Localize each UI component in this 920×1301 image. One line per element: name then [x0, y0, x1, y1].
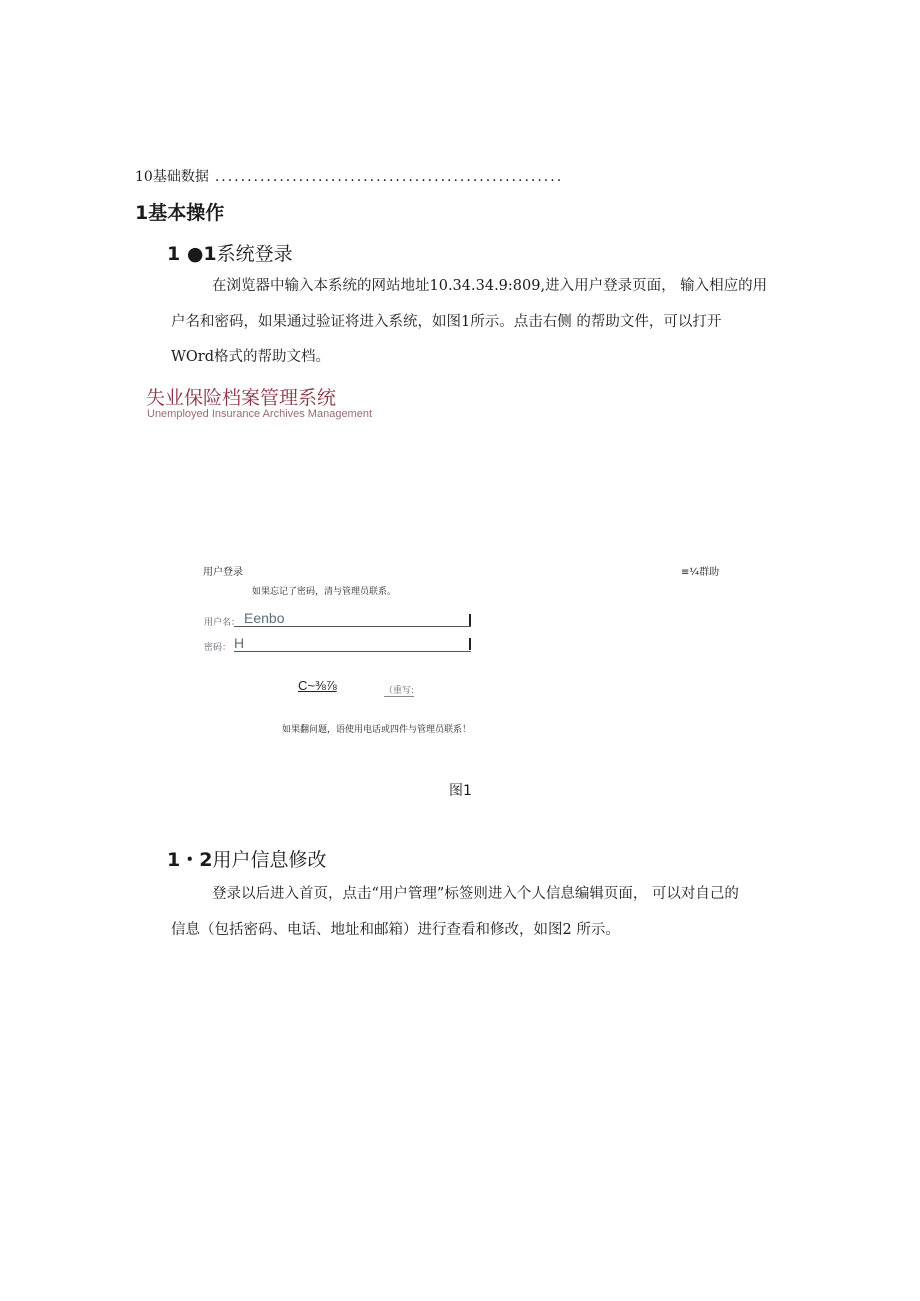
username-label: 用户名：	[204, 618, 241, 628]
system-subtitle: Unemployed Insurance Archives Management	[147, 408, 373, 420]
section-1-2-heading	[167, 845, 326, 872]
figure-1-caption: 图1	[449, 783, 472, 799]
system-title: 失业保险档案管理系统	[146, 387, 337, 409]
section-1-heading: 1基本操作	[135, 202, 225, 224]
login-panel-title: 用户登录	[203, 567, 243, 578]
help-link[interactable]: ≡¼群助	[681, 567, 720, 578]
section-1-2-para-line-2: 信息（包括密码、电话、地址和邮箱）进行查看和修改，如图2 所示。	[171, 922, 620, 938]
section-1-1-heading	[167, 239, 293, 266]
section-1-1-title: 系统登录	[216, 243, 293, 265]
section-1-1-para-line-1: 在浏览器中输入本系统的网站地址10.34.34.9:809,进入用户登录页面， 输入相应的用	[212, 278, 768, 294]
password-field-end	[469, 638, 471, 650]
login-button[interactable]: C~⅜⅞	[298, 678, 337, 693]
section-1-1-para-line-2: 户名和密码，如果通过验证将进入系统，如图1所示。点击右侧 的帮助文件，可以打开	[171, 314, 722, 330]
username-underline	[234, 626, 471, 627]
toc-leader: ......................................................	[214, 169, 564, 185]
section-1-2-number: 1・2	[167, 849, 213, 871]
password-field[interactable]: H	[234, 635, 245, 651]
contact-hint: 如果翻问题，语使用电话或四件与管理员联系！	[282, 725, 472, 735]
username-field[interactable]: Eenbo	[244, 610, 285, 626]
section-1-2-title: 用户信息修改	[212, 849, 327, 871]
toc-entry[interactable]	[135, 166, 563, 186]
toc-entry-label: 10基础数据	[135, 169, 209, 185]
section-1-1-para-line-3: WOrd格式的帮助文档。	[171, 349, 331, 365]
section-1-2-para-line-1: 登录以后进入首页，点击“用户管理”标签则进入个人信息编辑页面， 可以对自己的	[212, 886, 739, 902]
password-underline	[234, 651, 471, 652]
password-label: 密码：	[204, 643, 232, 653]
reset-button[interactable]: （重写:	[384, 683, 414, 697]
forgot-password-hint: 如果忘记了密码，清与管理员联系。	[252, 587, 397, 597]
section-1-1-number: 1 ●1	[167, 243, 217, 265]
username-field-end	[469, 614, 471, 626]
